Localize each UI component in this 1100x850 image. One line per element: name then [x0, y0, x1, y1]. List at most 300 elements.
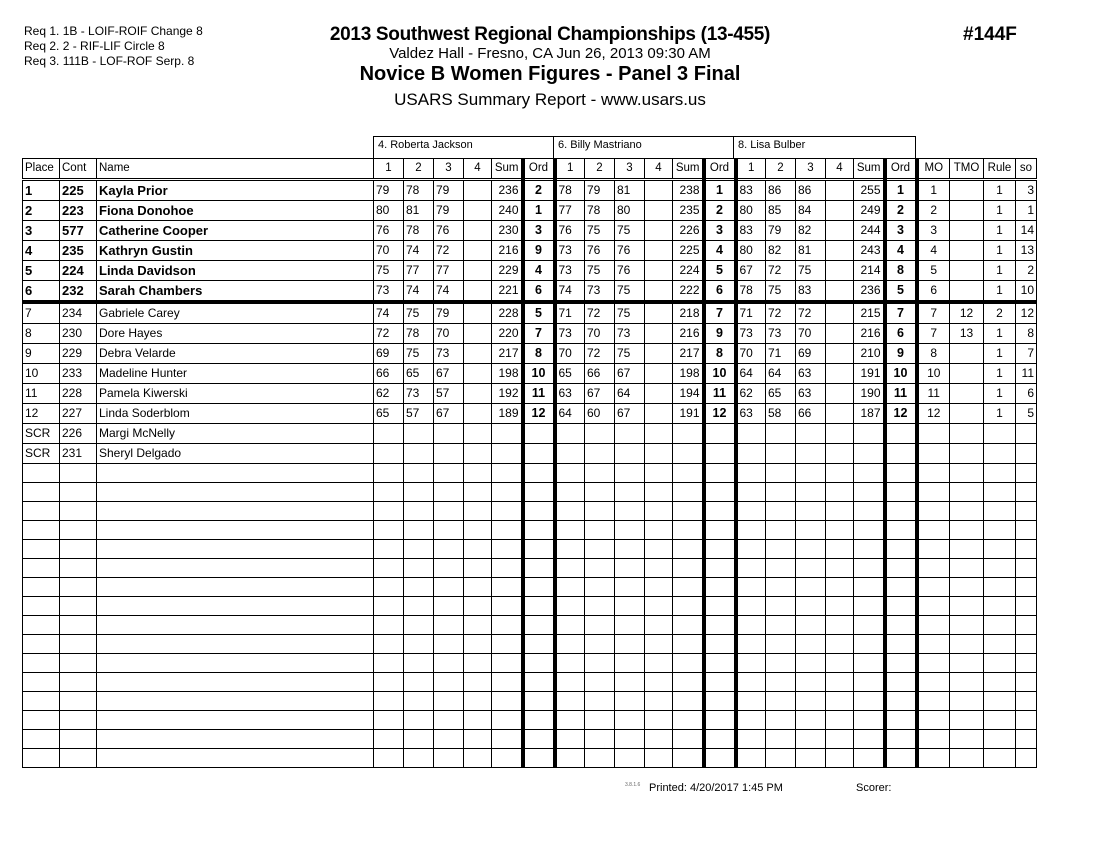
judge2-score4-cell — [645, 344, 673, 364]
judge3-score4-cell — [826, 180, 854, 201]
so-cell: 11 — [1016, 364, 1037, 384]
judge2-score4-cell — [645, 261, 673, 281]
judge2-score4-cell — [645, 578, 673, 597]
judge3-score3-cell — [796, 749, 826, 768]
judge1-score1-cell — [374, 483, 404, 502]
tmo-cell — [950, 635, 984, 654]
report-title: USARS Summary Report - www.usars.us — [394, 90, 706, 109]
judge1-score1-cell: 74 — [374, 302, 404, 324]
judge3-score3-cell: 82 — [796, 221, 826, 241]
mo-cell — [917, 521, 950, 540]
judge2-score3-cell — [615, 464, 645, 483]
judge1-ordinal-cell — [523, 521, 555, 540]
judge1-score4-cell — [464, 540, 492, 559]
cont-cell: 232 — [60, 281, 97, 303]
judge2-sum-cell: 191 — [673, 404, 704, 424]
judge2-ordinal-cell: 3 — [704, 221, 736, 241]
judge1-score4-cell — [464, 261, 492, 281]
judge3-score3-cell — [796, 464, 826, 483]
so-cell: 5 — [1016, 404, 1037, 424]
judge2-sum-cell — [673, 730, 704, 749]
judge1-score1-cell: 75 — [374, 261, 404, 281]
judge3-sum-cell — [854, 597, 885, 616]
judge2-sum-cell: 224 — [673, 261, 704, 281]
tmo-cell — [950, 221, 984, 241]
judge1-score4-cell — [464, 502, 492, 521]
judge1-score1-cell — [374, 540, 404, 559]
judge1-score1-cell — [374, 464, 404, 483]
judge1-score3-cell — [434, 464, 464, 483]
judge2-score1-cell — [555, 616, 585, 635]
tmo-cell — [950, 344, 984, 364]
so-cell — [1016, 483, 1037, 502]
judge1-score1-cell: 80 — [374, 201, 404, 221]
tmo-cell — [950, 673, 984, 692]
rule-cell: 1 — [984, 221, 1016, 241]
judge2-score2-cell — [585, 540, 615, 559]
judge2-score3-cell — [615, 597, 645, 616]
so-cell: 8 — [1016, 324, 1037, 344]
judge1-ordinal-cell — [523, 483, 555, 502]
judge2-score1-cell — [555, 521, 585, 540]
judge3-score3-cell — [796, 502, 826, 521]
version-text: 3.8.1.6 — [625, 782, 641, 788]
cont-cell: 224 — [60, 261, 97, 281]
judge3-sum-cell — [854, 444, 885, 464]
judge2-score1-cell: 65 — [555, 364, 585, 384]
mo-cell — [917, 540, 950, 559]
table-row — [23, 404, 1037, 424]
judge2-score1-cell — [555, 424, 585, 444]
col-header-j1-sum: Sum — [492, 159, 523, 180]
judge3-score1-cell — [736, 444, 766, 464]
rule-cell: 1 — [984, 201, 1016, 221]
place-cell: 5 — [23, 261, 60, 281]
judge3-ordinal-cell — [885, 559, 917, 578]
judge1-score3-cell — [434, 578, 464, 597]
judge1-score3-cell — [434, 673, 464, 692]
judge2-score4-cell — [645, 221, 673, 241]
judge2-ordinal-cell — [704, 502, 736, 521]
table-row — [23, 749, 1037, 768]
col-header-j3-score2: 2 — [766, 159, 796, 180]
place-cell: 3 — [23, 221, 60, 241]
table-row — [23, 424, 1037, 444]
table-row — [23, 384, 1037, 404]
judge1-score2-cell — [404, 692, 434, 711]
judge2-score4-cell — [645, 502, 673, 521]
judge1-score4-cell — [464, 673, 492, 692]
judge1-score4-cell — [464, 324, 492, 344]
tmo-cell — [950, 540, 984, 559]
judge1-score1-cell — [374, 597, 404, 616]
place-cell: 8 — [23, 324, 60, 344]
place-cell — [23, 616, 60, 635]
judge3-score4-cell — [826, 444, 854, 464]
name-cell: Debra Velarde — [97, 344, 374, 364]
so-cell — [1016, 464, 1037, 483]
judge3-sum-cell — [854, 540, 885, 559]
judge3-score3-cell — [796, 540, 826, 559]
judge2-score2-cell: 72 — [585, 302, 615, 324]
judge1-score2-cell — [404, 711, 434, 730]
cont-cell — [60, 521, 97, 540]
tmo-cell — [950, 711, 984, 730]
table-row — [23, 692, 1037, 711]
judge1-sum-cell: 228 — [492, 302, 523, 324]
name-cell — [97, 521, 374, 540]
judge2-sum-cell — [673, 749, 704, 768]
judge3-score1-cell: 83 — [736, 221, 766, 241]
judge2-sum-cell: 216 — [673, 324, 704, 344]
tmo-cell — [950, 483, 984, 502]
judge2-sum-cell — [673, 635, 704, 654]
judge3-ordinal-cell — [885, 597, 917, 616]
so-cell — [1016, 635, 1037, 654]
cont-cell: 225 — [60, 180, 97, 201]
judge2-score3-cell: 67 — [615, 364, 645, 384]
judge3-score1-cell — [736, 749, 766, 768]
judge2-score4-cell — [645, 654, 673, 673]
judge2-sum-cell — [673, 521, 704, 540]
name-cell — [97, 749, 374, 768]
judge2-sum-cell — [673, 424, 704, 444]
col-header-j3-ord: Ord — [885, 159, 917, 180]
judge3-ordinal-cell: 11 — [885, 384, 917, 404]
judge3-score2-cell — [766, 654, 796, 673]
judge3-score1-cell: 80 — [736, 201, 766, 221]
so-cell: 7 — [1016, 344, 1037, 364]
judge2-sum-cell — [673, 616, 704, 635]
table-row — [23, 521, 1037, 540]
judge3-score2-cell — [766, 673, 796, 692]
judge2-sum-cell — [673, 692, 704, 711]
so-cell — [1016, 711, 1037, 730]
cont-cell — [60, 749, 97, 768]
judge2-score3-cell — [615, 749, 645, 768]
judge3-ordinal-cell — [885, 616, 917, 635]
judge2-score1-cell: 73 — [555, 241, 585, 261]
rule-cell — [984, 692, 1016, 711]
judge3-score2-cell: 73 — [766, 324, 796, 344]
name-cell: Linda Davidson — [97, 261, 374, 281]
judge1-score3-cell: 74 — [434, 281, 464, 303]
judge2-sum-cell — [673, 578, 704, 597]
judge1-score2-cell — [404, 673, 434, 692]
judge2-score4-cell — [645, 597, 673, 616]
judge3-ordinal-cell — [885, 673, 917, 692]
judge3-ordinal-cell: 8 — [885, 261, 917, 281]
judge1-sum-cell — [492, 502, 523, 521]
judge2-ordinal-cell — [704, 711, 736, 730]
place-cell — [23, 654, 60, 673]
judge1-score3-cell — [434, 559, 464, 578]
judge1-score1-cell — [374, 559, 404, 578]
judge1-score1-cell — [374, 673, 404, 692]
judge1-ordinal-cell — [523, 654, 555, 673]
judge2-score3-cell: 75 — [615, 302, 645, 324]
judge1-score1-cell: 79 — [374, 180, 404, 201]
rule-cell — [984, 540, 1016, 559]
requirement-3: Req 3. 111B - LOF-ROF Serp. 8 — [24, 54, 195, 68]
judge3-score2-cell — [766, 464, 796, 483]
judge3-score4-cell — [826, 730, 854, 749]
tmo-cell — [950, 502, 984, 521]
rule-cell — [984, 749, 1016, 768]
judge3-score2-cell: 82 — [766, 241, 796, 261]
judge3-score4-cell — [826, 404, 854, 424]
judge2-ordinal-cell: 1 — [704, 180, 736, 201]
mo-cell — [917, 749, 950, 768]
cont-cell — [60, 578, 97, 597]
judge1-score1-cell — [374, 730, 404, 749]
judge3-score4-cell — [826, 302, 854, 324]
so-cell — [1016, 578, 1037, 597]
judge2-score3-cell: 75 — [615, 344, 645, 364]
judge1-ordinal-cell: 2 — [523, 180, 555, 201]
table-header-row — [23, 159, 1037, 180]
judge2-ordinal-cell: 8 — [704, 344, 736, 364]
judge2-score2-cell — [585, 521, 615, 540]
judge3-score3-cell: 83 — [796, 281, 826, 303]
requirement-1: Req 1. 1B - LOIF-ROIF Change 8 — [24, 24, 203, 38]
judge2-score4-cell — [645, 692, 673, 711]
judge2-sum-cell — [673, 711, 704, 730]
judge1-score4-cell — [464, 692, 492, 711]
judge3-sum-cell: 216 — [854, 324, 885, 344]
judge2-ordinal-cell — [704, 635, 736, 654]
so-cell: 1 — [1016, 201, 1037, 221]
judge3-score1-cell — [736, 424, 766, 444]
judge1-ordinal-cell — [523, 597, 555, 616]
judge2-score4-cell — [645, 559, 673, 578]
judge1-score2-cell: 77 — [404, 261, 434, 281]
judge2-sum-cell: 226 — [673, 221, 704, 241]
judge3-score4-cell — [826, 464, 854, 483]
place-cell: SCR — [23, 444, 60, 464]
judge2-ordinal-cell: 10 — [704, 364, 736, 384]
col-header-j2-score3: 3 — [615, 159, 645, 180]
judge1-score4-cell — [464, 221, 492, 241]
judge3-score1-cell: 63 — [736, 404, 766, 424]
judge1-score4-cell — [464, 483, 492, 502]
judge2-score2-cell — [585, 692, 615, 711]
judge2-score1-cell: 77 — [555, 201, 585, 221]
judge2-score1-cell — [555, 597, 585, 616]
judge2-score3-cell — [615, 424, 645, 444]
judge1-ordinal-cell — [523, 502, 555, 521]
table-row — [23, 483, 1037, 502]
cont-cell: 235 — [60, 241, 97, 261]
judge2-sum-cell: 194 — [673, 384, 704, 404]
judge1-sum-cell — [492, 483, 523, 502]
judge1-score4-cell — [464, 241, 492, 261]
cont-cell — [60, 654, 97, 673]
place-cell — [23, 483, 60, 502]
judge2-score3-cell — [615, 578, 645, 597]
judge1-score2-cell — [404, 540, 434, 559]
judge3-sum-cell — [854, 654, 885, 673]
judge3-score3-cell — [796, 424, 826, 444]
judge1-score3-cell: 72 — [434, 241, 464, 261]
event-number: #144F — [963, 24, 1017, 45]
judge1-ordinal-cell: 5 — [523, 302, 555, 324]
cont-cell — [60, 711, 97, 730]
judge1-score2-cell: 78 — [404, 221, 434, 241]
col-header-j2-ord: Ord — [704, 159, 736, 180]
judge2-ordinal-cell — [704, 578, 736, 597]
judge1-ordinal-cell: 1 — [523, 201, 555, 221]
mo-cell: 6 — [917, 281, 950, 303]
judge1-score4-cell — [464, 384, 492, 404]
cont-cell — [60, 502, 97, 521]
judge2-ordinal-cell — [704, 540, 736, 559]
judge2-score4-cell — [645, 730, 673, 749]
col-header-place: Place — [23, 159, 60, 180]
judge1-sum-cell — [492, 424, 523, 444]
tmo-cell: 13 — [950, 324, 984, 344]
venue-date: Valdez Hall - Fresno, CA Jun 26, 2013 09:30 AM — [389, 45, 711, 62]
judge2-score4-cell — [645, 180, 673, 201]
judge2-score1-cell: 64 — [555, 404, 585, 424]
judge2-score1-cell: 73 — [555, 261, 585, 281]
judge1-ordinal-cell — [523, 578, 555, 597]
place-cell: 12 — [23, 404, 60, 424]
judge3-score1-cell: 78 — [736, 281, 766, 303]
mo-cell — [917, 597, 950, 616]
judge3-score2-cell — [766, 578, 796, 597]
judge1-sum-cell — [492, 578, 523, 597]
judge3-ordinal-cell — [885, 730, 917, 749]
judge1-ordinal-cell — [523, 730, 555, 749]
judge1-score1-cell — [374, 424, 404, 444]
judge1-score4-cell — [464, 444, 492, 464]
judge3-score1-cell: 83 — [736, 180, 766, 201]
judge1-score1-cell: 72 — [374, 324, 404, 344]
tmo-cell — [950, 241, 984, 261]
judge2-score1-cell — [555, 444, 585, 464]
judge1-sum-cell — [492, 692, 523, 711]
mo-cell — [917, 654, 950, 673]
tmo-cell — [950, 597, 984, 616]
col-header-j3-score4: 4 — [826, 159, 854, 180]
judge2-score1-cell — [555, 635, 585, 654]
mo-cell: 12 — [917, 404, 950, 424]
judge3-score4-cell — [826, 344, 854, 364]
col-header-j2-score1: 1 — [555, 159, 585, 180]
table-row — [23, 180, 1037, 201]
judge3-sum-cell: 249 — [854, 201, 885, 221]
judge2-score4-cell — [645, 483, 673, 502]
judge1-sum-cell — [492, 597, 523, 616]
judge1-sum-cell — [492, 711, 523, 730]
judge1-sum-cell — [492, 616, 523, 635]
name-cell: Kathryn Gustin — [97, 241, 374, 261]
judge1-score3-cell: 76 — [434, 221, 464, 241]
judge1-score2-cell: 75 — [404, 344, 434, 364]
judge2-ordinal-cell — [704, 673, 736, 692]
judge3-ordinal-cell — [885, 711, 917, 730]
judge1-score3-cell — [434, 749, 464, 768]
judge1-score1-cell — [374, 635, 404, 654]
judge1-sum-cell: 230 — [492, 221, 523, 241]
judge2-sum-cell — [673, 597, 704, 616]
judge-header-1: 4. Roberta Jackson — [373, 136, 554, 158]
judge3-sum-cell: 214 — [854, 261, 885, 281]
judge3-score4-cell — [826, 424, 854, 444]
judge2-score3-cell — [615, 444, 645, 464]
mo-cell: 5 — [917, 261, 950, 281]
judge3-score3-cell: 66 — [796, 404, 826, 424]
tmo-cell — [950, 444, 984, 464]
cont-cell: 228 — [60, 384, 97, 404]
judge1-score2-cell — [404, 483, 434, 502]
judge2-score2-cell — [585, 730, 615, 749]
judge3-sum-cell: 210 — [854, 344, 885, 364]
judge1-ordinal-cell: 9 — [523, 241, 555, 261]
judge2-ordinal-cell — [704, 559, 736, 578]
judge3-score1-cell — [736, 616, 766, 635]
name-cell — [97, 616, 374, 635]
judge2-score2-cell — [585, 635, 615, 654]
judge3-score2-cell: 75 — [766, 281, 796, 303]
judge3-score4-cell — [826, 711, 854, 730]
judge3-ordinal-cell — [885, 578, 917, 597]
judge3-score2-cell: 85 — [766, 201, 796, 221]
judge2-score2-cell: 75 — [585, 221, 615, 241]
judge2-score3-cell: 64 — [615, 384, 645, 404]
table-row — [23, 654, 1037, 673]
judge1-score4-cell — [464, 597, 492, 616]
judge1-sum-cell: 221 — [492, 281, 523, 303]
so-cell — [1016, 521, 1037, 540]
judge1-score1-cell: 62 — [374, 384, 404, 404]
judge2-score3-cell — [615, 635, 645, 654]
judge3-score4-cell — [826, 502, 854, 521]
printed-timestamp: Printed: 4/20/2017 1:45 PM — [649, 782, 783, 794]
judge2-score2-cell — [585, 464, 615, 483]
cont-cell: 234 — [60, 302, 97, 324]
judge3-sum-cell: 255 — [854, 180, 885, 201]
judge2-sum-cell — [673, 502, 704, 521]
judge3-sum-cell — [854, 424, 885, 444]
cont-cell: 223 — [60, 201, 97, 221]
judge1-score3-cell: 67 — [434, 404, 464, 424]
judge2-score4-cell — [645, 281, 673, 303]
mo-cell — [917, 424, 950, 444]
place-cell: 10 — [23, 364, 60, 384]
col-header-j3-score3: 3 — [796, 159, 826, 180]
tmo-cell — [950, 384, 984, 404]
place-cell — [23, 673, 60, 692]
judge2-score1-cell — [555, 673, 585, 692]
judge3-score3-cell: 63 — [796, 384, 826, 404]
name-cell: Sheryl Delgado — [97, 444, 374, 464]
name-cell — [97, 635, 374, 654]
judge2-score4-cell — [645, 324, 673, 344]
judge1-score1-cell: 76 — [374, 221, 404, 241]
judge3-sum-cell — [854, 711, 885, 730]
mo-cell — [917, 635, 950, 654]
judge3-score2-cell: 64 — [766, 364, 796, 384]
judge1-score3-cell: 79 — [434, 180, 464, 201]
name-cell — [97, 483, 374, 502]
judge2-score4-cell — [645, 616, 673, 635]
name-cell — [97, 673, 374, 692]
judge3-score1-cell — [736, 521, 766, 540]
judge1-score2-cell: 65 — [404, 364, 434, 384]
mo-cell — [917, 692, 950, 711]
